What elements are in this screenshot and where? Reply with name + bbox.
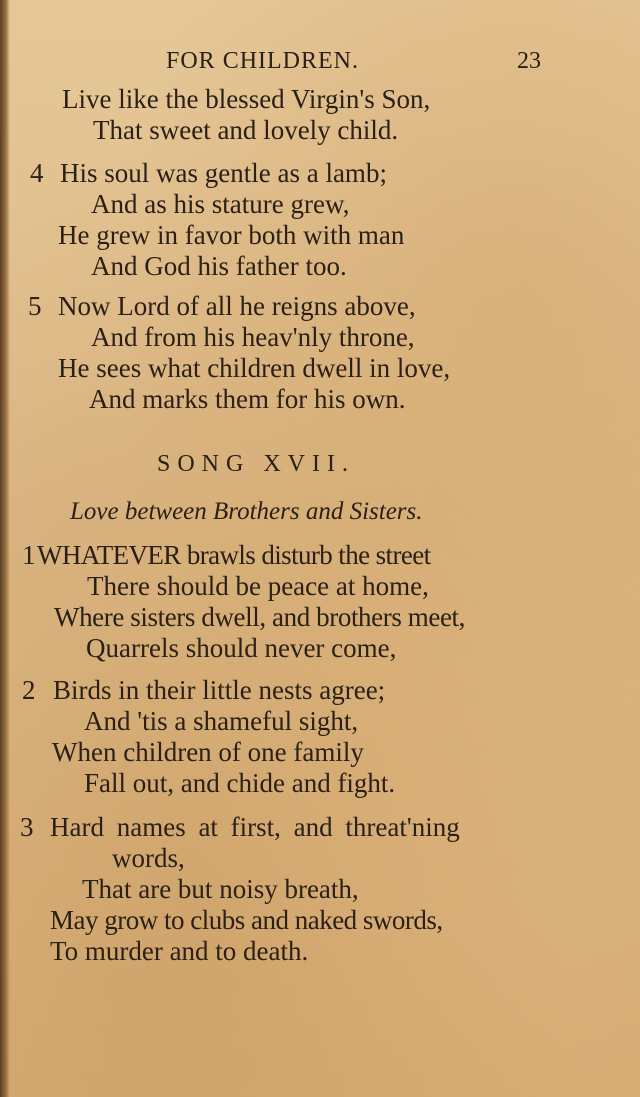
verse-number: 2 <box>22 675 36 705</box>
verse-line: When children of one family <box>52 737 364 767</box>
verse-line: And God his father too. <box>91 251 347 281</box>
page-header <box>0 46 640 78</box>
verse-line: He sees what children dwell in love, <box>58 353 451 383</box>
song-subtitle: Love between Brothers and Sisters. <box>70 498 423 525</box>
verse-line: And 'tis a shameful sight, <box>84 706 359 736</box>
verse-line: words, <box>112 843 185 873</box>
verse-line: May grow to clubs and naked swords, <box>50 905 443 935</box>
verse-line: His soul was gentle as a lamb; <box>60 158 387 188</box>
verse-line: Fall out, and chide and fight. <box>84 768 396 798</box>
verse-line: Live like the blessed Virgin's Son, <box>62 84 431 114</box>
verse-line: Birds in their little nests agree; <box>53 675 386 705</box>
page-number: 23 <box>517 48 541 74</box>
verse-line: Where sisters dwell, and brothers meet, <box>54 602 466 632</box>
verse-line: And as his stature grew, <box>91 189 350 219</box>
verse-number: 3 <box>20 812 34 842</box>
verse-number: 1 <box>22 540 36 570</box>
verse-line: He grew in favor both with man <box>58 220 405 250</box>
verse-number: 5 <box>28 291 42 321</box>
verse-line: That sweet and lovely child. <box>93 115 399 145</box>
verse-line: Quarrels should never come, <box>86 633 397 663</box>
running-head: FOR CHILDREN. <box>166 48 360 74</box>
verse-line: There should be peace at home, <box>87 571 429 601</box>
song-title: SONG XVII. <box>157 451 355 477</box>
verse-line: And from his heav'nly throne, <box>91 322 415 352</box>
verse-line: Now Lord of all he reigns above, <box>58 291 416 321</box>
verse-line: That are but noisy breath, <box>82 874 359 904</box>
verse-line: WHATEVER brawls disturb the street <box>37 540 431 570</box>
verse-line: And marks them for his own. <box>89 384 406 414</box>
verse-line: To murder and to death. <box>50 936 309 966</box>
verse-line: Hard names at first, and threat'ning <box>50 812 460 842</box>
verse-number: 4 <box>30 158 44 188</box>
